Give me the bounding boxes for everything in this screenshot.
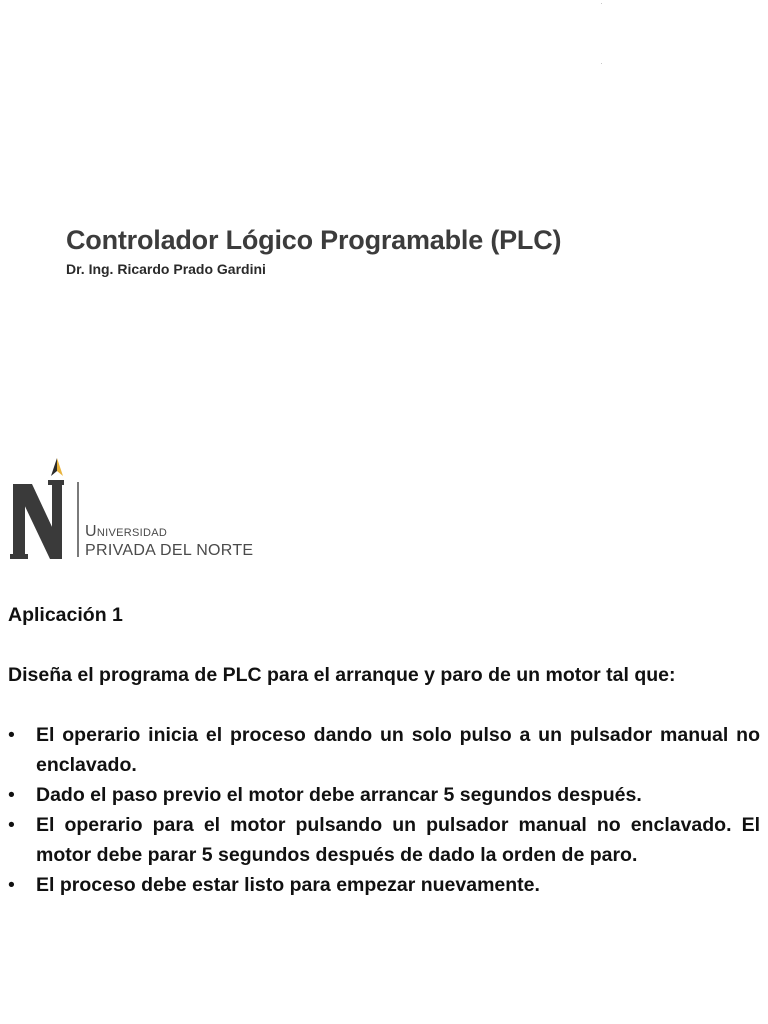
requirement-text: Dado el paso previo el motor debe arrancar 5 segundos después.: [36, 784, 642, 806]
logo-line-1: Universidad: [85, 523, 168, 540]
list-item: [8, 870, 760, 900]
list-item: [8, 720, 760, 780]
document-author: Dr. Ing. Ricardo Prado Gardini: [66, 261, 266, 277]
bullet-icon: •: [8, 784, 15, 806]
bullet-icon: •: [8, 814, 15, 836]
university-logo: [0, 440, 282, 576]
requirements-list: [8, 720, 760, 900]
logo-wordmark: [85, 522, 253, 560]
upn-logo-icon: [10, 454, 72, 560]
document-title: Controlador Lógico Programable (PLC): [66, 225, 562, 255]
page-speck: [601, 3, 602, 4]
list-item: [8, 810, 760, 870]
bullet-icon: •: [8, 874, 15, 896]
requirement-text: El operario inicia el proceso dando un solo pulso a un pulsador manual no enclavado.: [36, 724, 760, 776]
exercise-statement: Diseña el programa de PLC para el arranque y paro de un motor tal que:: [8, 664, 676, 686]
requirement-text: El operario para el motor pulsando un pulsador manual no enclavado. El motor debe parar 5 segundos después de dado la orden de paro.: [36, 814, 760, 866]
page-speck: [601, 63, 602, 64]
logo-divider: [77, 482, 79, 557]
title-block: [66, 222, 726, 277]
exercise-content: [8, 600, 760, 900]
list-item: [8, 780, 760, 810]
bullet-icon: •: [8, 724, 15, 746]
logo-line-2: PRIVADA DEL NORTE: [85, 542, 254, 559]
requirement-text: El proceso debe estar listo para empezar nuevamente.: [36, 874, 540, 896]
exercise-heading: Aplicación 1: [8, 604, 123, 626]
